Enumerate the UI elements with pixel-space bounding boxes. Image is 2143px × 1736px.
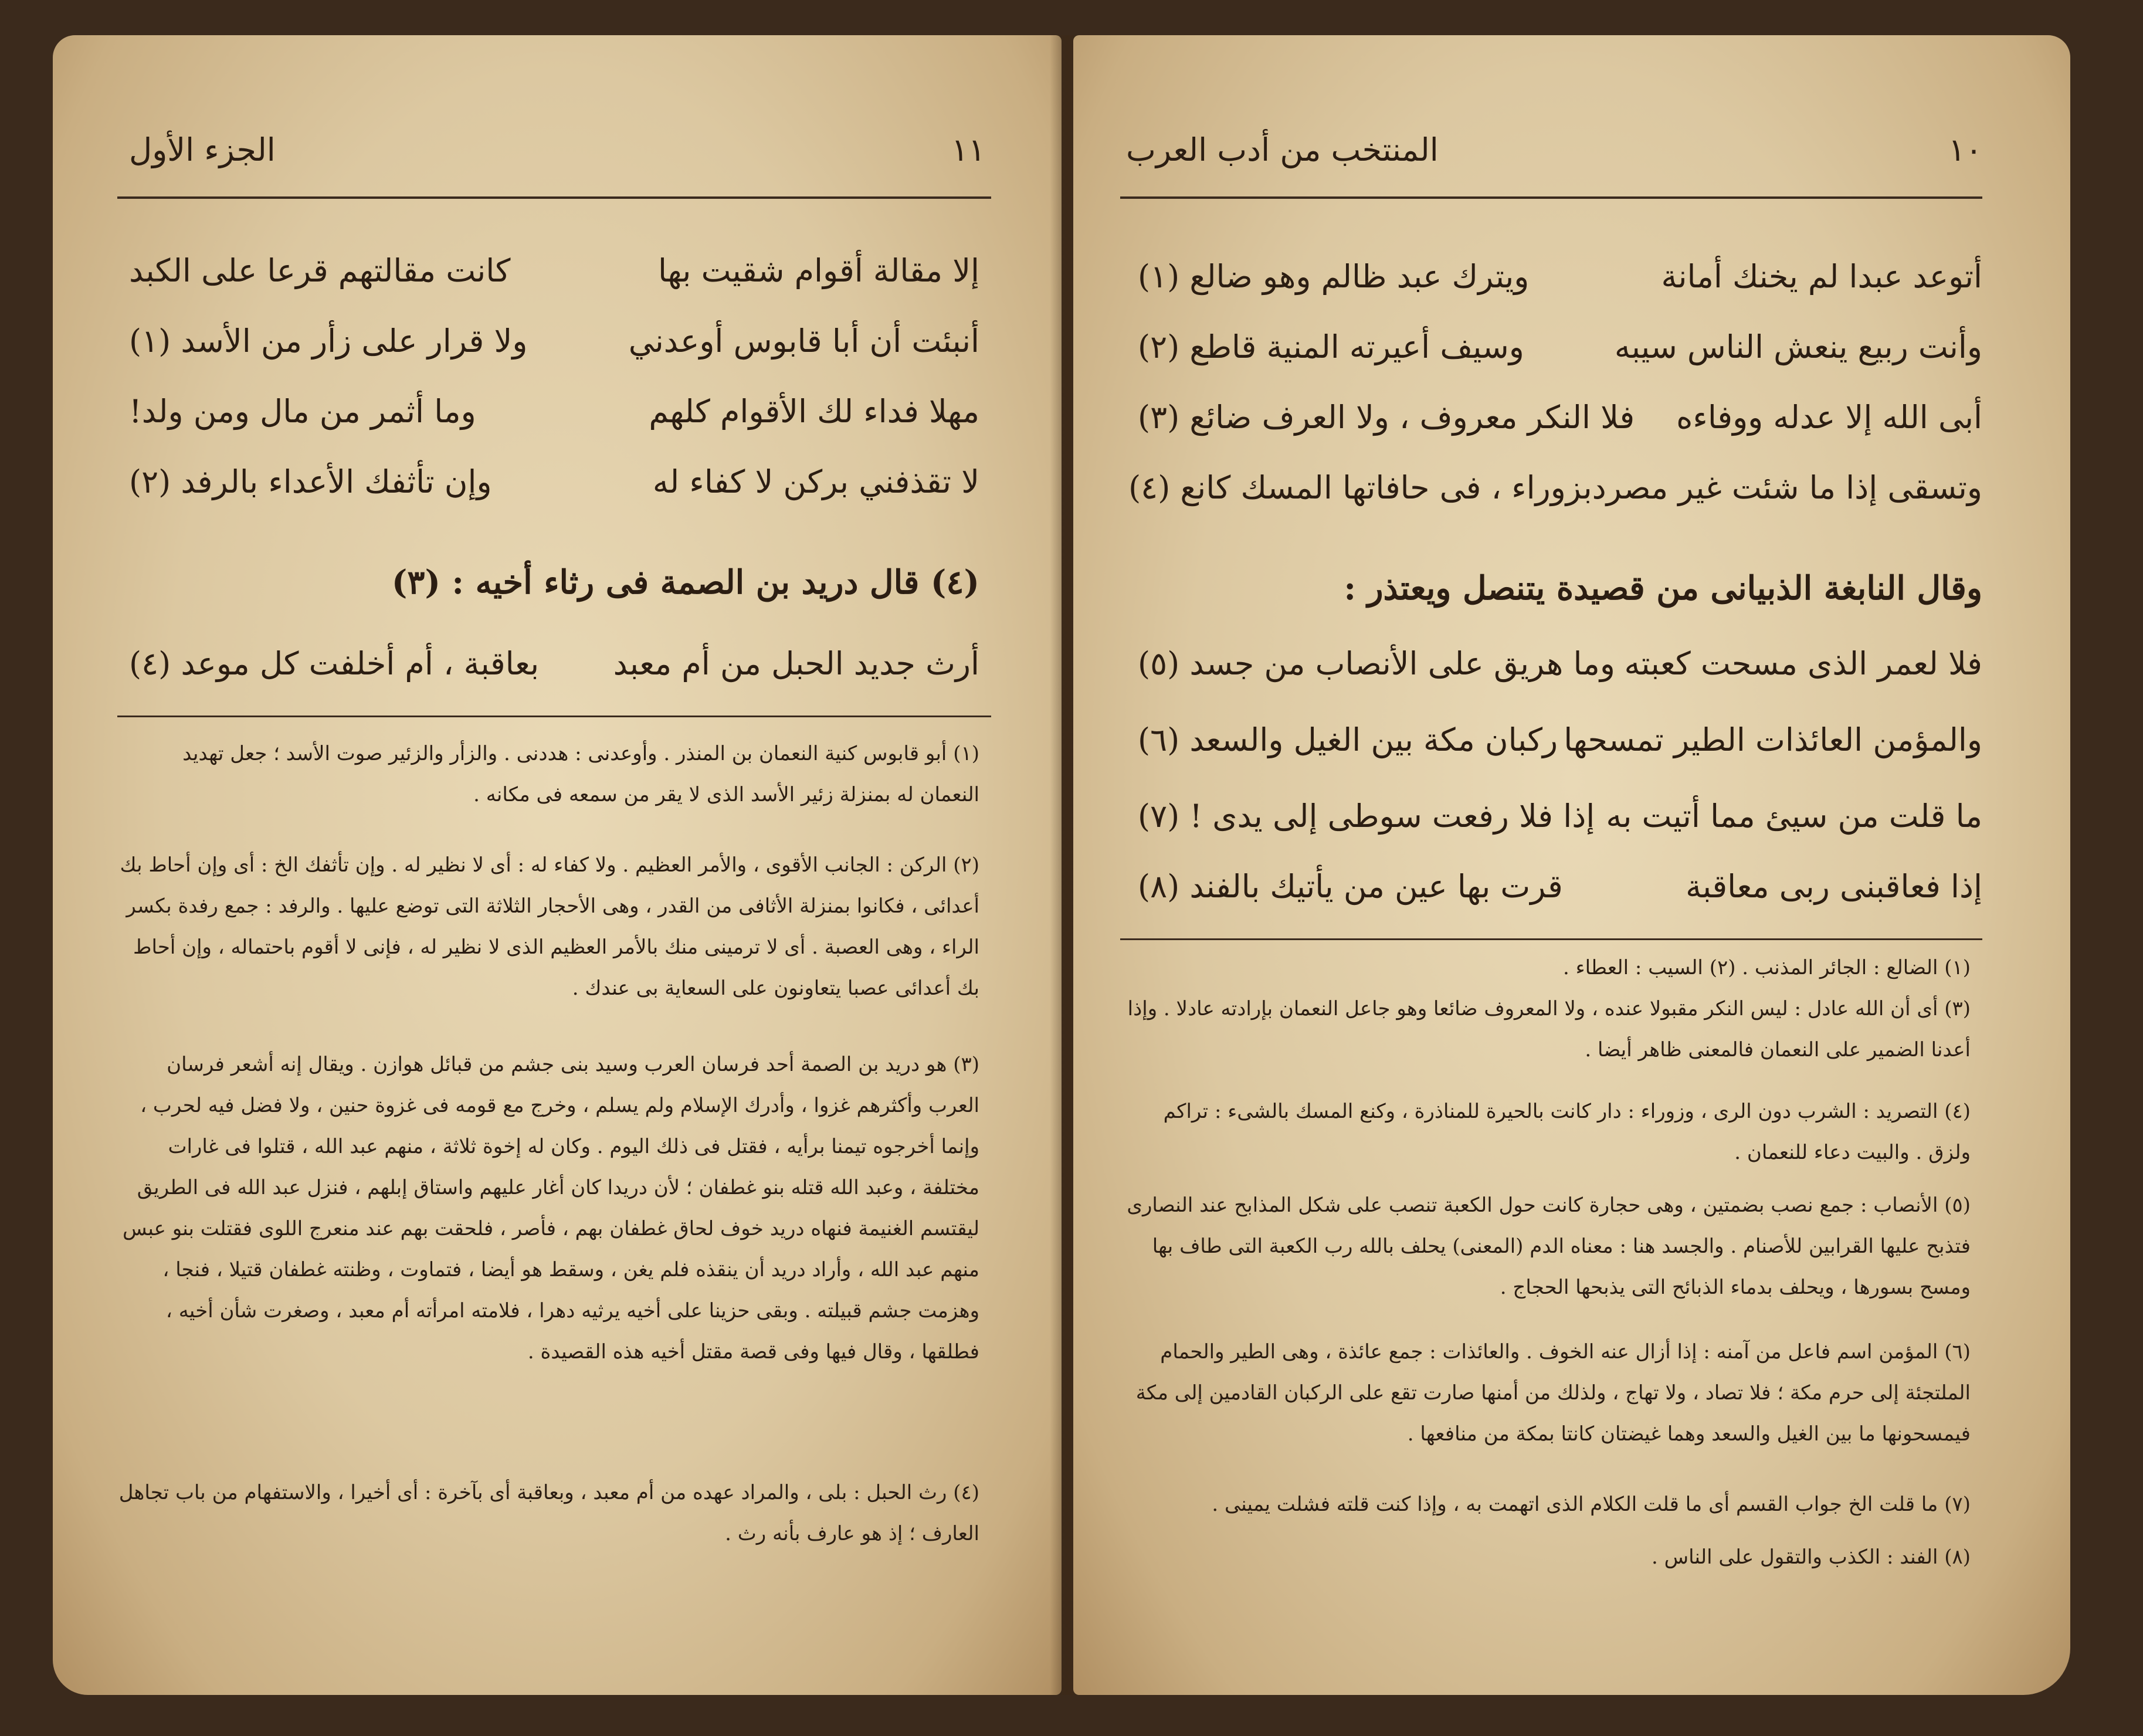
verse-second-hemistich: ركبان مكة بين الغيل والسعد (٦) [1138, 721, 1558, 758]
footnote-separator [1120, 938, 1982, 940]
verse-second-hemistich: إذا فلا رفعت سوطى إلى يدى ! (٧) [1138, 798, 1595, 835]
verse-first-hemistich: وتسقى إذا ما شئت غير مصرد [1592, 469, 1982, 506]
verse-second-hemistich: وسيف أعيرته المنية قاطع (٢) [1138, 328, 1524, 365]
verse [129, 645, 979, 682]
running-title: المنتخب من أدب العرب [1126, 131, 1439, 168]
footnote: (٤) رث الحبل : بلى ، والمراد عهده من أم معبد ، وبعاقبة أى بآخرة : أى أخيرا ، والاستفهام من باب تجاهل العارف ؛ إذ هو عارف بأنه رث . [118, 1481, 979, 1545]
verse [129, 252, 979, 289]
verse-second-hemistich: ولا قرار على زأر من الأسد (١) [129, 323, 528, 360]
footnote: (١) الضالع : الجائر المذنب . (٢) السيب : العطاء . [1562, 956, 1971, 979]
running-title: الجزء الأول [129, 131, 276, 168]
verse-second-hemistich: وإن تأثفك الأعداء بالرفد (٢) [129, 463, 492, 500]
verse-second-hemistich: فلا النكر معروف ، ولا العرف ضائع (٣) [1138, 399, 1635, 436]
footnote: (٣) أى أن الله عادل : ليس النكر مقبولا عنده ، ولا المعروف ضائعا وهو جاعل النعمان بإرادته عادلا . وإذا أعدنا الضمير على النعمان فالمعنى ظاهر أيضا . [1127, 997, 1971, 1062]
footnote: (٧) ما قلت الخ جواب القسم أى ما قلت الكلام الذى اتهمت به ، وإذا كنت قلته فشلت يمينى . [1212, 1493, 1971, 1516]
verse-first-hemistich: والمؤمن العائذات الطير تمسحها [1564, 721, 1982, 758]
verse-second-hemistich: وما هريق على الأنصاب من جسد (٥) [1138, 645, 1615, 682]
verse [1138, 721, 1982, 758]
section-heading: (٤) قال دريد بن الصمة فى رثاء أخيه : (٣) [391, 563, 979, 602]
verse [129, 393, 979, 430]
footnote: (١) أبو قابوس كنية النعمان بن المنذر . وأوعدنى : هددنى . والزأر والزئير صوت الأسد ؛ جعل تهديد النعمان له بمنزلة زئير الأسد الذى لا يقر من سمعه فى مكانه . [182, 742, 979, 806]
footnote: (٥) الأنصاب : جمع نصب بضمتين ، وهى حجارة كانت حول الكعبة تنصب على شكل المذابح عند النصارى فتذبح عليها القرابين للأصنام . والجسد هنا : معناه الدم (المعنى) يحلف بالله رب الكعبة التى طاف بها ومسح بسورها ، ويحلف بدماء الذبائح التى يذبحها الحجاج . [1127, 1194, 1971, 1299]
verse-first-hemistich: ما قلت من سيئ مما أتيت به [1606, 798, 1982, 835]
footnote: (٢) الركن : الجانب الأقوى ، والأمر العظيم . ولا كفاء له : أى لا نظير له . وإن تأثفك الخ : أى وإن أحاط بك أعدائى ، فكانوا بمنزلة الأثافى من القدر ، وهى الأحجار الثلاثة التى توضع عليها . والرفد : جمع رفدة بكسر الراء ، وهى العصبة . أى لا ترمينى منك بالأمر العظيم الذى لا نظير له ، فإنى لا أقوم باحتماله ، وإن أحاط بك أعدائى عصبا يتعاونون على السعاية بى عندك . [120, 853, 979, 1000]
verse [129, 323, 979, 360]
header-rule [117, 196, 991, 199]
page-number: ١١ [951, 131, 985, 168]
verse [129, 463, 979, 500]
left-page [53, 35, 1062, 1695]
right-page [1073, 35, 2070, 1695]
header-rule [1120, 196, 1982, 199]
footnote: (٤) التصريد : الشرب دون الرى ، وزوراء : دار كانت بالحيرة للمناذرة ، وكنع المسك بالشىء : تراكم ولزق . والبيت دعاء للنعمان . [1163, 1100, 1971, 1164]
section-heading: وقال النابغة الذبيانى من قصيدة يتنصل ويعتذر : [1344, 569, 1982, 608]
verse-first-hemistich: إلا مقالة أقوام شقيت بها [658, 252, 979, 289]
verse-first-hemistich: أبى الله إلا عدله ووفاءه [1676, 399, 1982, 436]
verse [1138, 798, 1982, 835]
verse [1138, 645, 1982, 682]
verse-first-hemistich: لا تقذفني بركن لا كفاء له [652, 463, 979, 500]
footnote: (٨) الفند : الكذب والتقول على الناس . [1651, 1545, 1971, 1569]
verse-second-hemistich: بعاقبة ، أم أخلفت كل موعد (٤) [129, 645, 540, 682]
verse-second-hemistich: وما أثمر من مال ومن ولد! [129, 393, 476, 430]
verse-second-hemistich: كانت مقالتهم قرعا على الكبد [129, 252, 511, 289]
verse-first-hemistich: فلا لعمر الذى مسحت كعبته [1624, 645, 1982, 682]
verse-second-hemistich: ويترك عبد ظالم وهو ضالع (١) [1138, 258, 1530, 295]
page-number: ١٠ [1948, 131, 1982, 168]
footnote: (٣) هو دريد بن الصمة أحد فرسان العرب وسيد بنى جشم من قبائل هوازن . ويقال إنه أشعر فرسان العرب وأكثرهم غزوا ، وأدرك الإسلام ولم يسلم ، وخرج مع قومه فى غزوة حنين ، ولا فضل فيه لحرب ، وإنما أخرجوه تيمنا برأيه ، فقتل فى ذلك اليوم . وكان له إخوة ثلاثة ، منهم عبد الله ، قتلوا فى غارات مختلفة ، وعبد الله قتله بنو غطفان ؛ لأن دريدا كان أغار عليهم واستاق إبلهم ، فنزل عبد الله فى الطريق ليقتسم الغنيمة فنهاه دريد خوف لحاق غطفان بهم ، فأصر ، فلحقت بهم عند منعرج اللوى فقتلت بنو عبس منهم عبد الله ، وأراد دريد أن ينقذه فلم يغن ، وسقط هو أيضا ، فتماوت ، وظنته غطفان قتيلا ، فنجا ، وهزمت جشم قبيلته . وبقى حزينا على أخيه يرثيه دهرا ، فلامته امرأته أم معبد ، وصغرت شأن أخيه ، فطلقها ، وقال فيها وفى قصة مقتل أخيه هذه القصيدة . [123, 1053, 979, 1364]
verse [1138, 328, 1982, 365]
verse [1138, 399, 1982, 436]
verse [1138, 258, 1982, 295]
verse-first-hemistich: أنبئت أن أبا قابوس أوعدني [628, 323, 979, 360]
verse-second-hemistich: بزوراء ، فى حافاتها المسك كانع (٤) [1128, 469, 1592, 506]
verse [1138, 868, 1982, 905]
footnote: (٦) المؤمن اسم فاعل من آمنه : إذا أزال عنه الخوف . والعائذات : جمع عائذة ، وهى الطير والحمام الملتجئة إلى حرم مكة ؛ فلا تصاد ، ولا تهاج ، ولذلك من أمنها صارت تقع على الركبان القادمين إلى مكة فيمسحونها ما بين الغيل والسعد وهما غيضتان كانتا بمكة من منافعها . [1135, 1340, 1971, 1446]
footnote-separator [117, 716, 991, 717]
verse-first-hemistich: إذا فعاقبنى ربى معاقبة [1686, 868, 1982, 905]
verse-first-hemistich: أتوعد عبدا لم يخنك أمانة [1661, 258, 1982, 295]
left-page-header [129, 123, 985, 176]
verse-first-hemistich: مهلا فداء لك الأقوام كلهم [649, 393, 979, 430]
verse-first-hemistich: أرث جديد الحبل من أم معبد [613, 645, 979, 682]
verse-second-hemistich: قرت بها عين من يأتيك بالفند (٨) [1138, 868, 1563, 905]
right-page-header [1126, 123, 1982, 176]
verse [1128, 469, 1982, 506]
verse-first-hemistich: وأنت ربيع ينعش الناس سيبه [1614, 328, 1982, 365]
